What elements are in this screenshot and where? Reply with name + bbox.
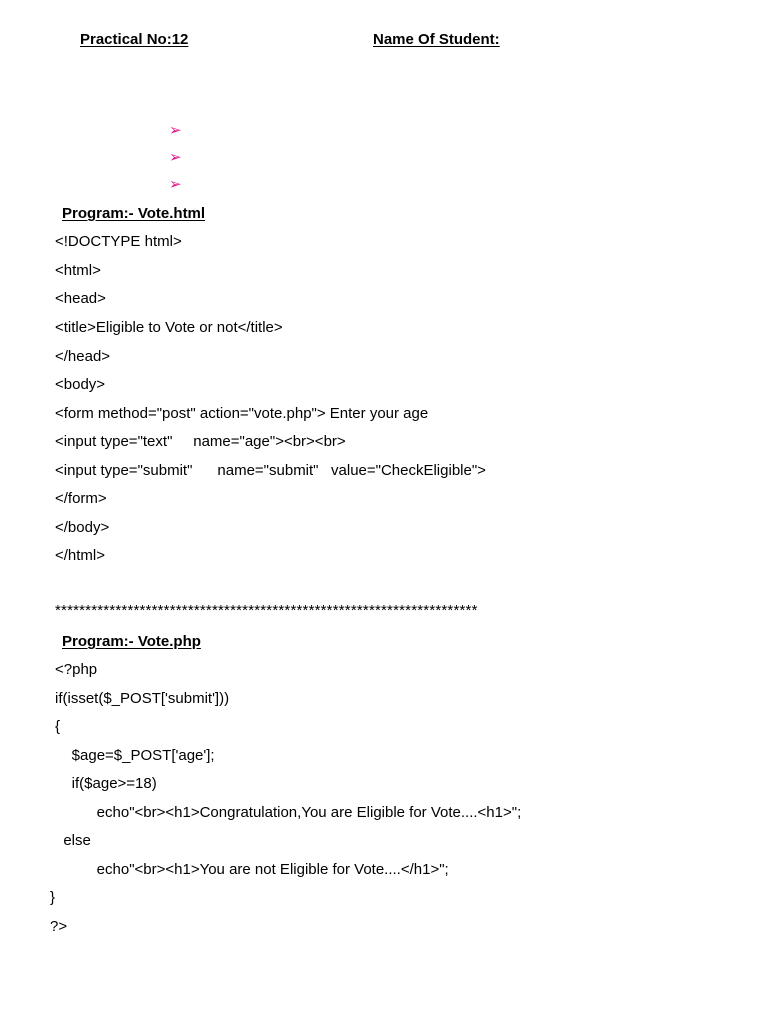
program-php-heading: Program:- Vote.php <box>62 633 201 650</box>
code-line: else <box>55 832 91 849</box>
code-line: </body> <box>55 519 110 536</box>
code-line: <input type="text" name="age"><br><br> <box>55 433 346 450</box>
code-line: { <box>55 718 61 735</box>
code-line: } <box>50 889 56 906</box>
code-line: </form> <box>55 490 107 507</box>
student-name-heading: Name Of Student: <box>373 31 500 48</box>
code-line: <?php <box>55 661 98 678</box>
code-line: echo"<br><h1>Congratulation,You are Eligible for Vote....<h1>"; <box>55 804 522 821</box>
code-line: echo"<br><h1>You are not Eligible for Vote....</h1>"; <box>55 861 449 878</box>
code-line: <title>Eligible to Vote or not</title> <box>55 319 283 336</box>
arrow-bullet-icon: ➢ <box>169 122 182 139</box>
code-line: </head> <box>55 348 111 365</box>
code-line: <input type="submit" name="submit" value="CheckEligible"> <box>55 462 486 479</box>
code-line: $age=$_POST['age']; <box>55 747 215 764</box>
separator-line: ********************************************************************** <box>55 602 478 619</box>
arrow-bullet-icon: ➢ <box>169 149 182 166</box>
code-line: <form method="post" action="vote.php"> Enter your age <box>55 405 429 422</box>
code-line: </html> <box>55 547 106 564</box>
arrow-bullet-icon: ➢ <box>169 176 182 193</box>
code-line: ?> <box>50 918 68 935</box>
code-line: <head> <box>55 290 106 307</box>
code-line: <html> <box>55 262 101 279</box>
program-html-heading: Program:- Vote.html <box>62 205 206 222</box>
code-line: if($age>=18) <box>55 775 157 792</box>
code-line: <body> <box>55 376 106 393</box>
code-line: if(isset($_POST['submit'])) <box>55 690 230 707</box>
practical-number-heading: Practical No:12 <box>80 31 189 48</box>
code-line: <!DOCTYPE html> <box>55 233 182 250</box>
